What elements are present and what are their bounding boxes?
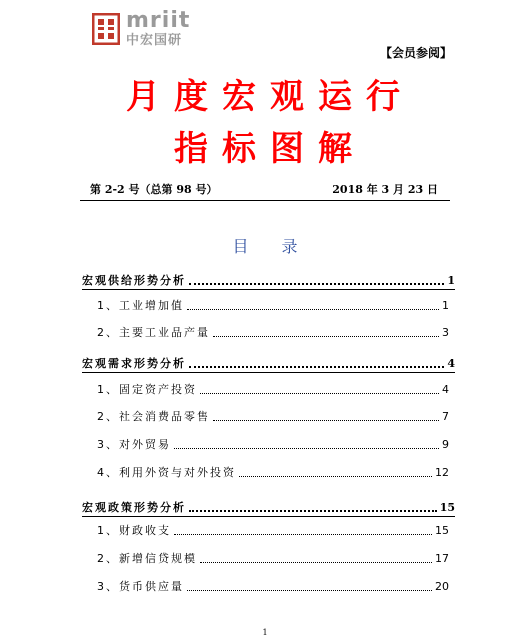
toc-page-number: 9: [442, 438, 449, 451]
toc-page-number: 7: [442, 410, 449, 423]
toc-dot-leader: [174, 533, 432, 535]
toc-page-number: 3: [442, 326, 449, 339]
toc-item-foreign-trade[interactable]: [97, 436, 449, 452]
toc-item-label: 1、工业增加值: [97, 299, 184, 312]
toc-item-label: 4、利用外资与对外投资: [97, 466, 236, 479]
toc-item-label: 2、主要工业品产量: [97, 326, 210, 339]
toc-item-label: 1、固定资产投资: [97, 383, 197, 396]
toc-page-number: 20: [435, 580, 449, 593]
toc-item-label: 2、新增信贷规模: [97, 552, 197, 565]
toc-dot-leader: [213, 419, 439, 421]
toc-dot-leader: [189, 509, 437, 512]
member-badge: 【会员参阅】: [379, 46, 452, 60]
report-title-line2: 指标图解: [174, 129, 366, 169]
toc-item-money-supply[interactable]: [97, 578, 449, 594]
toc-title: 目 录: [232, 237, 312, 256]
toc-item-industrial-output[interactable]: [97, 324, 449, 340]
logo: [92, 9, 202, 49]
toc-dot-leader: [189, 282, 444, 285]
toc-item-fiscal[interactable]: [97, 522, 449, 538]
toc-page-number: 15: [439, 501, 455, 514]
toc-page-number: 4: [442, 383, 449, 396]
toc-item-foreign-investment[interactable]: [97, 464, 449, 480]
toc-dot-leader: [187, 589, 432, 591]
toc-item-retail-sales[interactable]: [97, 408, 449, 424]
report-title-line1: 月度宏观运行: [126, 77, 414, 117]
toc-section-demand[interactable]: [82, 355, 455, 373]
toc-dot-leader: [213, 335, 439, 337]
toc-page-number: 1: [442, 299, 449, 312]
header-rule: [80, 200, 450, 201]
toc-page-number: 4: [447, 357, 455, 370]
logo-text-cn: 中宏国研: [126, 33, 183, 48]
toc-dot-leader: [189, 365, 444, 368]
toc-dot-leader: [187, 308, 439, 310]
toc-item-industrial-value[interactable]: [97, 297, 449, 313]
toc-section-label: 宏观供给形势分析: [82, 274, 186, 287]
toc-dot-leader: [200, 392, 439, 394]
toc-section-label: 宏观政策形势分析: [82, 501, 186, 514]
mriit-logo-icon: [92, 13, 120, 45]
toc-dot-leader: [239, 475, 432, 477]
toc-page-number: 1: [447, 274, 455, 287]
toc-page-number: 15: [435, 524, 449, 537]
toc-section-policy[interactable]: [82, 499, 455, 517]
issue-date: 2018 年 3 月 23 日: [332, 183, 438, 196]
toc-item-new-credit[interactable]: [97, 550, 449, 566]
issue-number: 第 2-2 号（总第 98 号）: [90, 183, 218, 196]
toc-dot-leader: [174, 447, 439, 449]
toc-item-label: 2、社会消费品零售: [97, 410, 210, 423]
toc-section-supply[interactable]: [82, 272, 455, 290]
toc-page-number: 17: [435, 552, 449, 565]
logo-text-en: mriit: [126, 8, 191, 33]
toc-item-label: 3、货币供应量: [97, 580, 184, 593]
page-number: 1: [262, 628, 268, 637]
toc-item-fixed-investment[interactable]: [97, 381, 449, 397]
toc-page-number: 12: [435, 466, 449, 479]
toc-item-label: 1、财政收支: [97, 524, 171, 537]
toc-item-label: 3、对外贸易: [97, 438, 171, 451]
toc-dot-leader: [200, 561, 432, 563]
toc-section-label: 宏观需求形势分析: [82, 357, 186, 370]
